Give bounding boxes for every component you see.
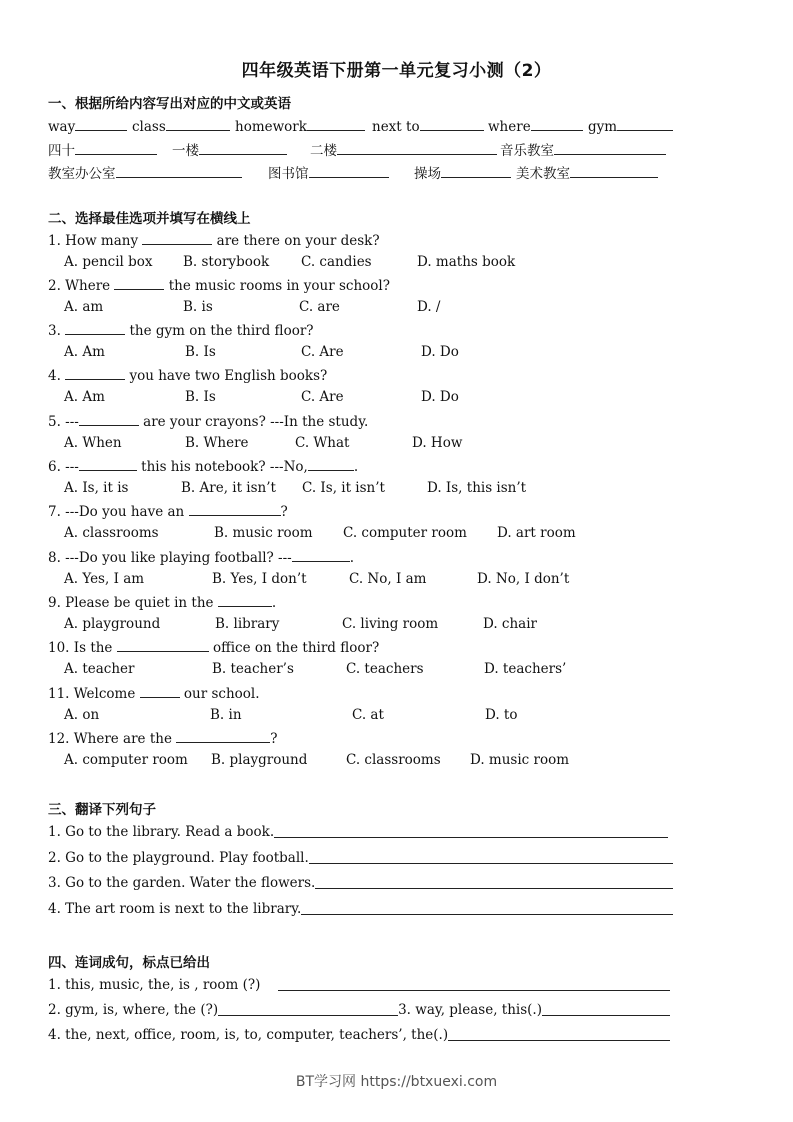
option-c: C. classrooms	[346, 752, 441, 768]
option-d: D. art room	[497, 525, 576, 541]
options-row	[64, 344, 624, 362]
vocab-item: 美术教室	[516, 162, 658, 182]
option-c: C. What	[295, 435, 350, 451]
section1-heading: 一、根据所给内容写出对应的中文或英语	[48, 96, 291, 112]
question-1: 1. How many are there on your desk?	[48, 233, 380, 249]
translate-item: 3. Go to the garden. Water the flowers.	[48, 875, 673, 892]
option-d: D. maths book	[417, 254, 516, 270]
options-row	[64, 254, 624, 272]
options-row	[64, 707, 624, 725]
option-d: D. chair	[483, 616, 537, 632]
options-row	[64, 299, 624, 317]
footer-watermark: BT学习网 https://btxuexi.com	[295, 1074, 498, 1090]
option-a: A. When	[64, 435, 122, 451]
option-a: A. on	[64, 707, 100, 723]
option-c: C. Are	[301, 344, 344, 360]
option-a: A. classrooms	[64, 525, 159, 541]
option-b: B. Yes, I don’t	[212, 571, 307, 587]
option-c: C. at	[352, 707, 384, 723]
reorder-item-pair: 2. gym, is, where, the (?) 3. way, please, this(.)	[48, 1002, 670, 1019]
option-b: B. teacher’s	[212, 661, 294, 677]
reorder-item: 4. the, next, office, room, is, to, computer, teachers’, the(.)	[48, 1027, 670, 1044]
option-b: B. music room	[214, 525, 313, 541]
question-11: 11. Welcome our school.	[48, 686, 260, 702]
option-c: C. computer room	[343, 525, 467, 541]
question-10: 10. Is the office on the third floor?	[48, 640, 380, 656]
question-4: 4. you have two English books?	[48, 368, 328, 384]
option-a: A. am	[64, 299, 104, 315]
option-c: C. No, I am	[349, 571, 427, 587]
option-b: B. playground	[211, 752, 308, 768]
question-12: 12. Where are the ?	[48, 731, 278, 747]
option-a: A. Yes, I am	[64, 571, 145, 587]
vocab-item: gym	[588, 117, 673, 135]
reorder-item: 1. this, music, the, is , room (?)	[48, 977, 670, 994]
question-9: 9. Please be quiet in the .	[48, 595, 277, 611]
vocab-item: 图书馆	[268, 162, 389, 182]
option-a: A. computer room	[64, 752, 188, 768]
vocab-item: 二楼	[310, 139, 497, 159]
option-a: A. Is, it is	[64, 480, 129, 496]
question-8: 8. ---Do you like playing football? --- .	[48, 550, 355, 566]
option-d: D. to	[485, 707, 518, 723]
option-b: B. storybook	[183, 254, 270, 270]
option-b: B. library	[215, 616, 280, 632]
option-c: C. candies	[301, 254, 372, 270]
option-c: C. teachers	[346, 661, 424, 677]
option-a: A. playground	[64, 616, 161, 632]
option-d: D. How	[412, 435, 463, 451]
question-7: 7. ---Do you have an ?	[48, 504, 288, 520]
options-row	[64, 480, 624, 498]
vocab-item: 操场	[414, 162, 511, 182]
option-d: D. Do	[421, 344, 459, 360]
translate-item: 2. Go to the playground. Play football.	[48, 850, 673, 867]
option-b: B. Where	[185, 435, 249, 451]
section4-heading: 四、连词成句，标点已给出	[48, 955, 210, 971]
vocab-item: 四十	[48, 139, 157, 159]
option-a: A. Am	[64, 344, 105, 360]
vocab-item: next to	[372, 117, 484, 135]
vocab-item: class	[132, 117, 230, 135]
options-row	[64, 752, 624, 770]
option-a: A. pencil box	[64, 254, 153, 270]
option-c: C. Are	[301, 389, 344, 405]
option-a: A. Am	[64, 389, 105, 405]
option-b: B. Is	[185, 344, 216, 360]
question-3: 3. the gym on the third floor?	[48, 323, 314, 339]
option-b: B. Is	[185, 389, 216, 405]
question-6: 6. --- this his notebook? ---No, .	[48, 459, 359, 475]
vocab-item: way	[48, 117, 127, 135]
question-5: 5. --- are your crayons? ---In the study.	[48, 414, 369, 430]
option-d: D. music room	[470, 752, 570, 768]
options-row	[64, 435, 624, 453]
options-row	[64, 389, 624, 407]
translate-item: 4. The art room is next to the library.	[48, 901, 673, 918]
option-c: C. Is, it isn’t	[302, 480, 385, 496]
option-d: D. Is, this isn’t	[427, 480, 527, 496]
option-d: D. Do	[421, 389, 459, 405]
option-c: C. living room	[342, 616, 439, 632]
option-b: B. is	[183, 299, 213, 315]
options-row	[64, 571, 624, 589]
option-c: C. are	[299, 299, 340, 315]
vocab-item: 音乐教室	[500, 139, 666, 159]
vocab-item: 一楼	[172, 139, 287, 159]
section3-heading: 三、翻译下列句子	[48, 802, 156, 818]
option-d: D. No, I don’t	[477, 571, 570, 587]
option-b: B. in	[210, 707, 242, 723]
vocab-item: homework	[235, 117, 365, 135]
options-row	[64, 661, 624, 679]
option-d: D. teachers’	[484, 661, 567, 677]
options-row	[64, 616, 624, 634]
page-title: 四年级英语下册第一单元复习小测（2）	[241, 61, 552, 81]
option-b: B. Are, it isn’t	[181, 480, 276, 496]
option-a: A. teacher	[64, 661, 135, 677]
vocab-item: where	[488, 117, 583, 135]
option-d: D. /	[417, 299, 441, 315]
translate-item: 1. Go to the library. Read a book.	[48, 824, 668, 841]
section2-heading: 二、选择最佳选项并填写在横线上	[48, 211, 251, 227]
vocab-item: 教室办公室	[48, 162, 242, 182]
options-row	[64, 525, 624, 543]
question-2: 2. Where the music rooms in your school?	[48, 278, 390, 294]
